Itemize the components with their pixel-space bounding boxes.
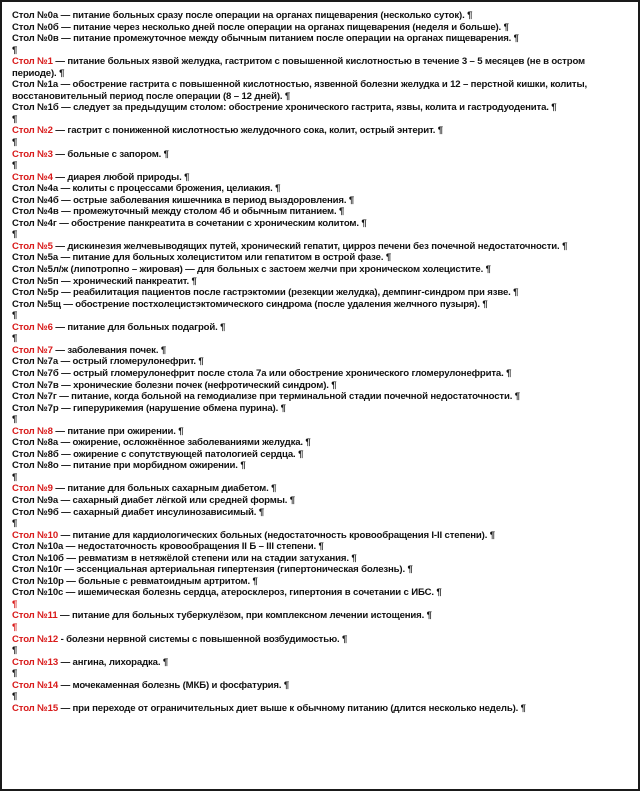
table-number-label: Стол №14 [12,679,59,691]
table-description: — питание при ожирении. ¶ [52,425,184,437]
text-line: Стол №5щ — обострение постхолецистэктомического синдрома (после удаления желчного пузыря). ¶ [12,298,488,310]
text-line: ¶ [12,691,18,703]
text-line: Стол №1б — следует за предыдущим столом: обострение хронического гастрита, язвы, колита и гастродуоденита. ¶ [12,102,557,114]
section-heading-line [12,530,632,542]
text-line: Стол №4а — колиты с процессами брожения, целиакия. ¶ [12,183,281,195]
text-line: Стол №5а — питание для больных холециститом или гепатитом в острой фазе. ¶ [12,252,392,264]
text-line: Стол №10с — ишемическая болезнь сердца, атеросклероз, гипертония в сочетании с ИБС. ¶ [12,587,442,599]
section-heading-line [12,634,632,646]
text-line: Стол №5л/ж (липотропно – жировая) — для больных с застоем желчи при хроническом холецистите. ¶ [12,264,491,276]
text-line: ¶ [12,598,18,610]
text-line: ¶ [12,621,18,633]
table-description: — гастрит с пониженной кислотностью желудочного сока, колит, острый энтерит. ¶ [52,125,443,137]
text-line: Стол №8б — ожирение с сопутствующей патологией сердца. ¶ [12,448,304,460]
text-line: Стол №4б — острые заболевания кишечника в период выздоровления. ¶ [12,194,355,206]
table-description: — питание для больных туберкулёзом, при комплексном лечении истощения. ¶ [57,610,432,622]
section-heading-line [12,680,632,692]
text-line: Стол №5р — реабилитация пациентов после гастрэктомии (резекции желудка), демпинг-синдром при язве. ¶ [12,287,519,299]
table-number-label: Стол №3 [12,148,53,160]
section-heading-line [12,345,632,357]
table-number-label: Стол №15 [12,702,59,714]
section-heading-line [12,149,632,161]
section-heading-line [12,125,632,137]
section-heading-line [12,426,632,438]
text-line: Стол №8а — ожирение, осложнённое заболеваниями желудка. ¶ [12,437,311,449]
text-line: ¶ [12,668,18,680]
table-description: — заболевания почек. ¶ [52,344,167,356]
text-line: Стол №1а — обострение гастрита с повышенной кислотностью, язвенной болезни желудка и 12 – перстной кишки, колиты, восстановительный период после операции (8 – 12 дней). ¶ [12,79,590,102]
table-description: — мочекаменная болезнь (МКБ) и фосфатурия. ¶ [58,679,290,691]
text-line: ¶ [12,44,18,56]
section-heading-line [12,657,632,669]
text-line: Стол №7б — острый гломерулонефрит после стола 7а или обострение хронического гломерулонефрита. ¶ [12,367,512,379]
table-description: — питание для больных сахарным диабетом. ¶ [52,483,277,495]
text-line: ¶ [12,471,18,483]
text-line: ¶ [12,645,18,657]
table-description: — при переходе от ограничительных диет выше к обычному питанию (длится несколько недель). ¶ [58,702,526,714]
text-line: ¶ [12,414,18,426]
text-line: ¶ [12,518,18,530]
table-number-label: Стол №4 [12,171,53,183]
text-line: Стол №7р — гиперурикемия (нарушение обмена пурина). ¶ [12,402,286,414]
text-line: ¶ [12,310,18,322]
text-line: ¶ [12,229,18,241]
text-line: ¶ [12,137,18,149]
text-line: Стол №9а — сахарный диабет лёгкой или средней формы. ¶ [12,494,295,506]
text-line: ¶ [12,113,18,125]
section-heading-line [12,172,632,184]
section-heading-line [12,56,632,79]
text-line: Стол №10б — ревматизм в нетяжёлой степени или на стадии затухания. ¶ [12,552,357,564]
text-line: Стол №10р — больные с ревматоидным артритом. ¶ [12,575,258,587]
table-number-label: Стол №11 [12,610,58,622]
table-number-label: Стол №1 [12,56,53,68]
text-line: ¶ [12,333,18,345]
table-description: — ангина, лихорадка. ¶ [58,656,169,668]
table-description: — больные с запором. ¶ [52,148,169,160]
text-line: Стол №0в — питание промежуточное между обычным питанием после операции на органах пищеварения. ¶ [12,33,519,45]
table-number-label: Стол №12 [12,633,59,645]
text-line: ¶ [12,160,18,172]
text-line: Стол №7а — острый гломерулонефрит. ¶ [12,356,204,368]
text-line: Стол №4в — промежуточный между столом 4б и обычным питанием. ¶ [12,206,345,218]
table-number-label: Стол №6 [12,321,53,333]
text-line: Стол №0б — питание через несколько дней после операции на органах пищеварения (неделя и больше). ¶ [12,21,509,33]
text-line: Стол №10г — эссенциальная артериальная гипертензия (гипертоническая болезнь). ¶ [12,564,413,576]
table-number-label: Стол №5 [12,240,53,252]
section-heading-line [12,483,632,495]
table-description: — питание для кардиологических больных (недостаточность кровообращения I-II степени). ¶ [58,529,495,541]
table-description: — дискинезия желчевыводящих путей, хронический гепатит, цирроз печени без почечной недостаточности. ¶ [52,240,568,252]
table-description: — питание для больных подагрой. ¶ [52,321,226,333]
table-number-label: Стол №13 [12,656,59,668]
text-line: Стол №9б — сахарный диабет инсулинозависимый. ¶ [12,506,265,518]
section-heading-line [12,703,632,715]
section-heading-line [12,610,632,622]
section-heading-line [12,241,632,253]
document-body [12,10,632,714]
table-number-label: Стол №9 [12,483,53,495]
section-heading-line [12,322,632,334]
text-line: Стол №7г — питание, когда больной на гемодиализе при терминальной стадии почечной недостаточности. ¶ [12,391,520,403]
text-line: Стол №7в — хронические болезни почек (нефротический синдром). ¶ [12,379,337,391]
table-description: — диарея любой природы. ¶ [52,171,190,183]
text-line: Стол №0а — питание больных сразу после операции на органах пищеварения (несколько суток). ¶ [12,10,473,21]
table-number-label: Стол №7 [12,344,53,356]
table-description: - болезни нервной системы с повышенной возбудимостью. ¶ [58,633,348,645]
text-line: Стол №8о — питание при морбидном ожирении. ¶ [12,460,246,472]
table-description: — питание больных язвой желудка, гастритом с повышенной кислотностью в течение 3 – 5 месяцев (не в остром периоде). ¶ [12,56,588,79]
table-number-label: Стол №8 [12,425,53,437]
text-line: Стол №4г — обострение панкреатита в сочетании с хроническим колитом. ¶ [12,217,367,229]
text-line: Стол №5п — хронический панкреатит. ¶ [12,275,197,287]
text-line: Стол №10а — недостаточность кровообращения II Б – III степени. ¶ [12,541,324,553]
table-number-label: Стол №2 [12,125,53,137]
table-number-label: Стол №10 [12,529,59,541]
